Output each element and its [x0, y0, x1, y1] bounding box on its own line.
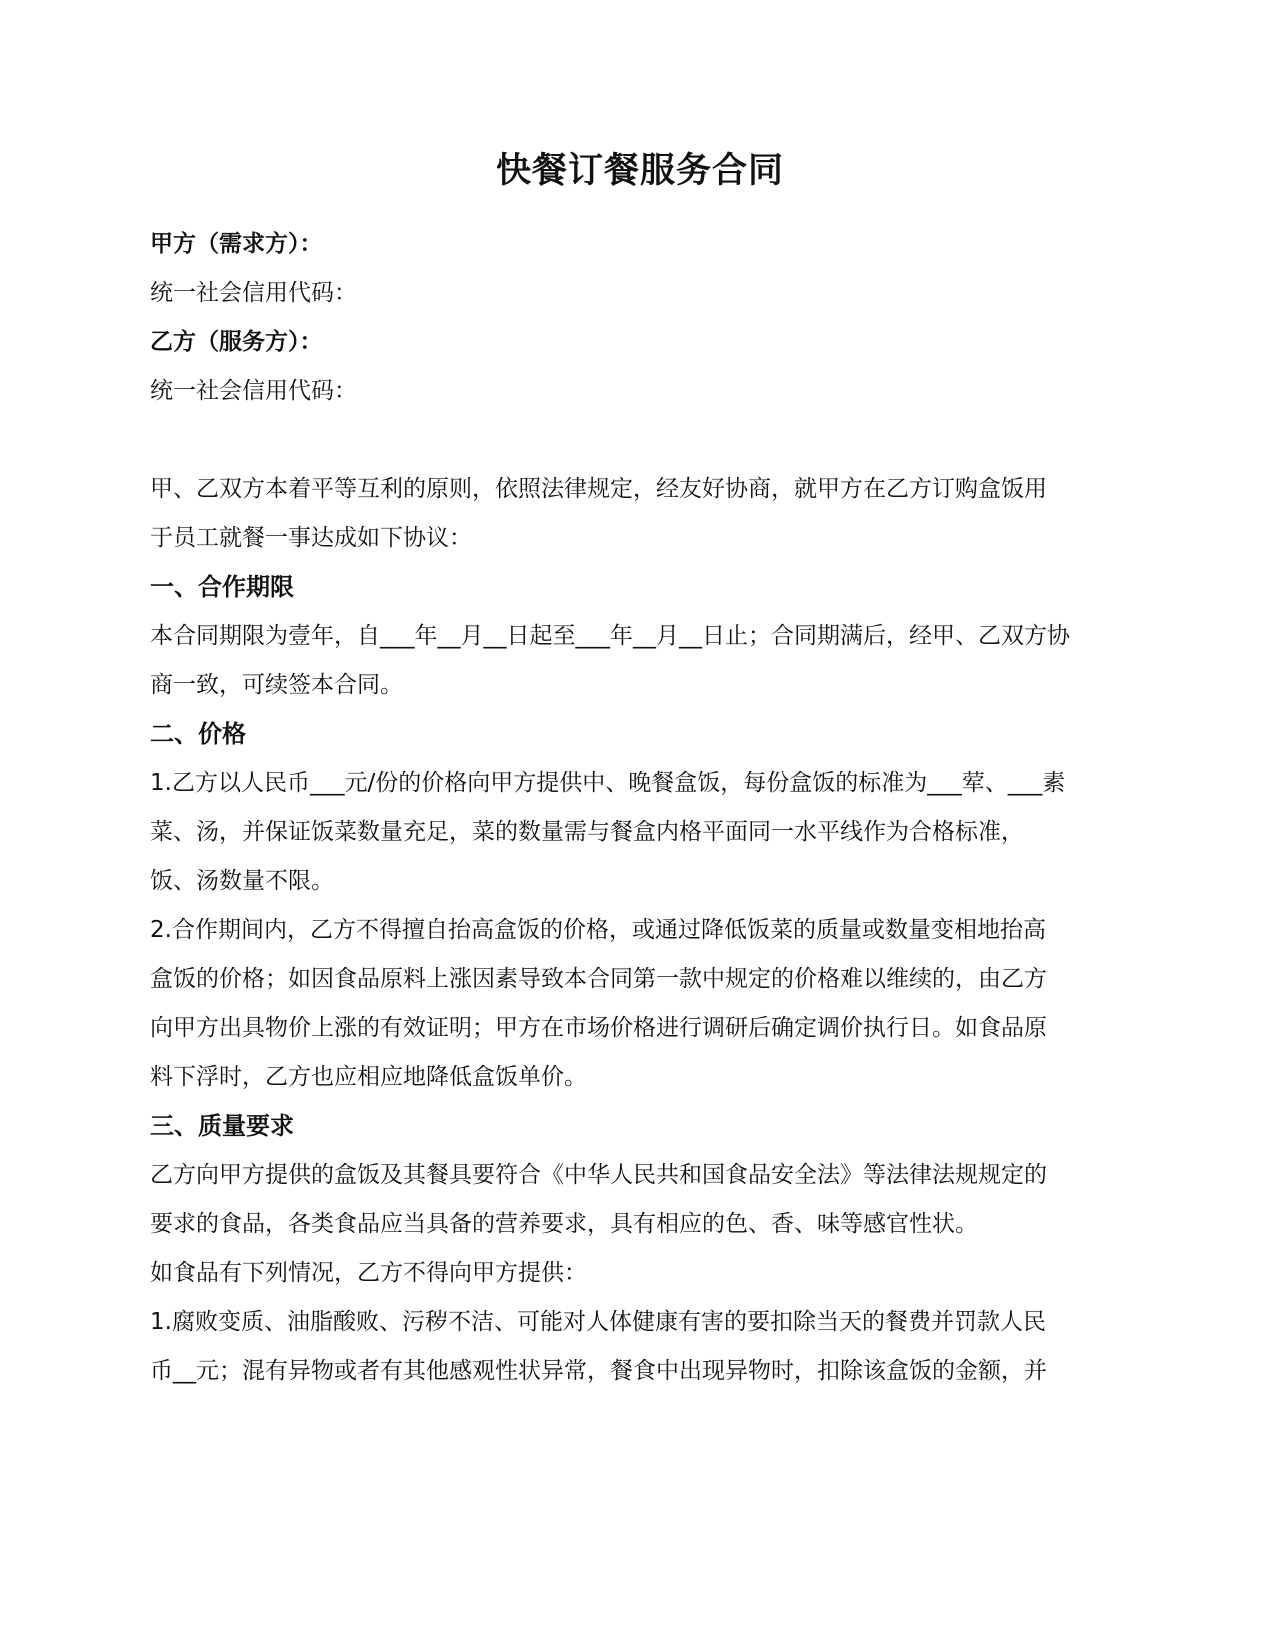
- intro-line: 于员工就餐一事达成如下协议：: [150, 525, 472, 551]
- price-clause-line: 盒饭的价格；如因食品原料上涨因素导致本合同第一款中规定的价格难以维续的，由乙方: [150, 966, 1047, 992]
- contract-title: 快餐订餐服务合同: [495, 151, 784, 191]
- quality-clause-line: 币__元；混有异物或者有其他感观性状异常，餐食中出现异物时，扣除该盒饭的金额，并: [150, 1358, 1047, 1384]
- price-clause-line: 料下浮时，乙方也应相应地降低盒饭单价。: [150, 1064, 587, 1090]
- quality-clause-line: 要求的食品，各类食品应当具备的营养要求，具有相应的色、香、味等感官性状。: [150, 1211, 978, 1237]
- term-line: 本合同期限为壹年，自___年__月__日起至___年__月__日止；合同期满后，经甲、乙双方协: [150, 623, 1070, 649]
- price-clause-line: 菜、汤，并保证饭菜数量充足，菜的数量需与餐盒内格平面同一水平线作为合格标准，: [150, 819, 1024, 845]
- party-a-credit-code: 统一社会信用代码：: [150, 280, 357, 306]
- contract-body: [150, 220, 1130, 1396]
- spacer: [150, 416, 1130, 465]
- intro-line: 甲、乙双方本着平等互利的原则，依照法律规定，经友好协商，就甲方在乙方订购盒饭用: [150, 476, 1047, 502]
- price-clause-line: 向甲方出具物价上涨的有效证明；甲方在市场价格进行调研后确定调价执行日。如食品原: [150, 1015, 1047, 1041]
- quality-clause-line: 乙方向甲方提供的盒饭及其餐具要符合《中华人民共和国食品安全法》等法律法规规定的: [150, 1162, 1047, 1188]
- party-b-credit-code: 统一社会信用代码：: [150, 378, 357, 404]
- party-b-label: 乙方（服务方）：: [150, 329, 323, 355]
- section-heading-price: 二、价格: [150, 720, 246, 748]
- price-clause-line: 饭、汤数量不限。: [150, 868, 334, 894]
- term-line: 商一致，可续签本合同。: [150, 672, 403, 698]
- price-clause-line: 2.合作期间内，乙方不得擅自抬高盒饭的价格，或通过降低饭菜的质量或数量变相地抬高: [150, 917, 1046, 943]
- quality-clause-line: 如食品有下列情况，乙方不得向甲方提供：: [150, 1260, 587, 1286]
- section-heading-term: 一、合作期限: [150, 573, 294, 601]
- quality-clause-line: 1.腐败变质、油脂酸败、污秽不洁、可能对人体健康有害的要扣除当天的餐费并罚款人民: [150, 1309, 1046, 1335]
- price-clause-line: 1.乙方以人民币___元/份的价格向甲方提供中、晚餐盒饭，每份盒饭的标准为___荤、___素: [150, 770, 1066, 796]
- section-heading-quality: 三、质量要求: [150, 1112, 294, 1140]
- party-a-label: 甲方（需求方）：: [150, 231, 323, 257]
